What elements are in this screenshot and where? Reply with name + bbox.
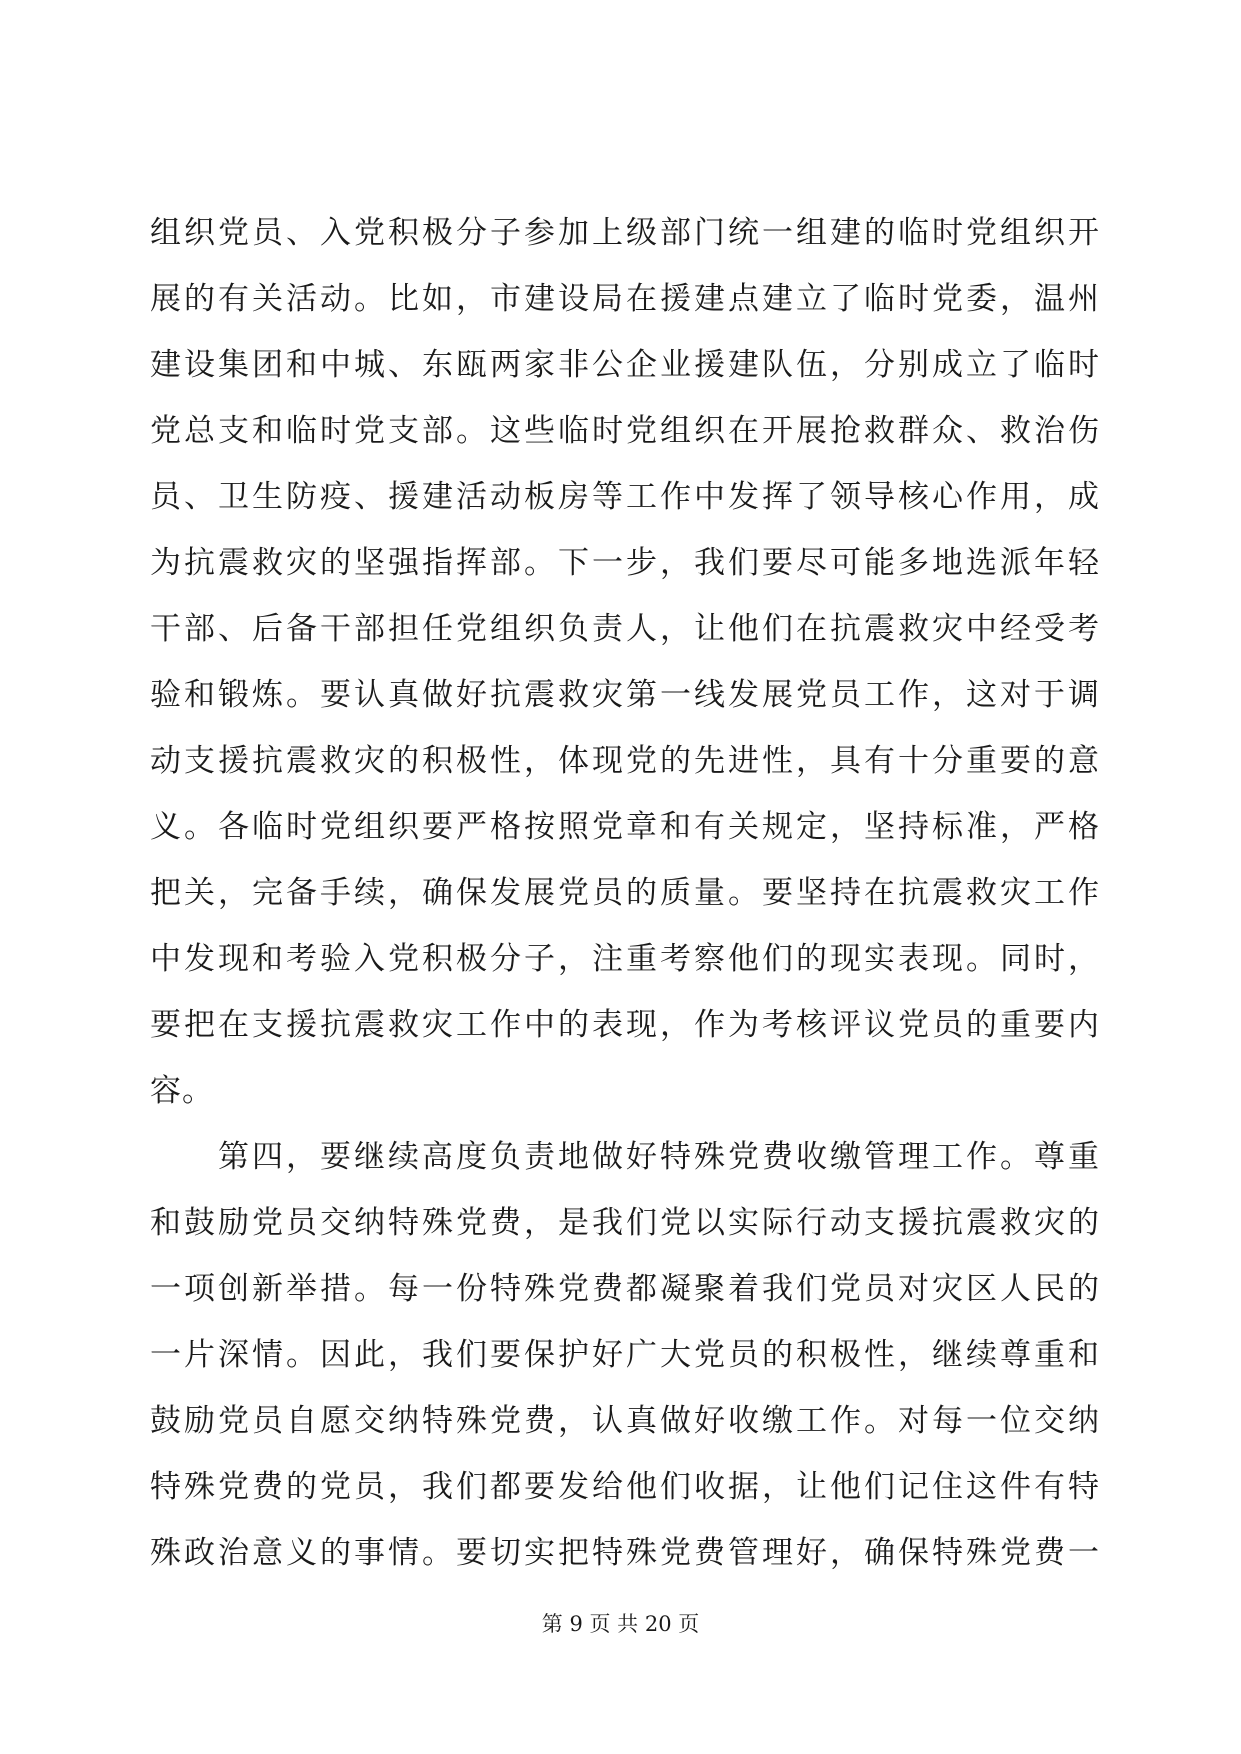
text-line: 一项创新举措。每一份特殊党费都凝聚着我们党员对灾区人民的	[150, 1271, 1100, 1307]
text-line: 中发现和考验入党积极分子，注重考察他们的现实表现。同时，	[150, 941, 1100, 977]
paragraph-start-line: 第四，要继续高度负责地做好特殊党费收缴管理工作。尊重	[150, 1139, 1100, 1175]
text-line: 和鼓励党员交纳特殊党费，是我们党以实际行动支援抗震救灾的	[150, 1205, 1100, 1241]
text-line: 特殊党费的党员，我们都要发给他们收据，让他们记住这件有特	[150, 1469, 1100, 1505]
text-line: 组织党员、入党积极分子参加上级部门统一组建的临时党组织开	[150, 215, 1100, 251]
text-line: 动支援抗震救灾的积极性，体现党的先进性，具有十分重要的意	[150, 743, 1100, 779]
text-line: 员、卫生防疫、援建活动板房等工作中发挥了领导核心作用，成	[150, 479, 1100, 515]
text-line: 要把在支援抗震救灾工作中的表现，作为考核评议党员的重要内	[150, 1007, 1100, 1043]
text-line: 建设集团和中城、东瓯两家非公企业援建队伍，分别成立了临时	[150, 347, 1100, 383]
page-footer: 第 9 页 共 20 页	[541, 1612, 700, 1636]
text-line: 把关，完备手续，确保发展党员的质量。要坚持在抗震救灾工作	[150, 875, 1100, 911]
text-line: 党总支和临时党支部。这些临时党组织在开展抢救群众、救治伤	[150, 413, 1100, 449]
text-line: 容。	[150, 1073, 214, 1109]
body-text	[150, 200, 1100, 1586]
text-line: 为抗震救灾的坚强指挥部。下一步，我们要尽可能多地选派年轻	[150, 545, 1100, 581]
text-line: 义。各临时党组织要严格按照党章和有关规定，坚持标准，严格	[150, 809, 1100, 845]
text-line: 展的有关活动。比如，市建设局在援建点建立了临时党委，温州	[150, 281, 1100, 317]
text-line: 一片深情。因此，我们要保护好广大党员的积极性，继续尊重和	[150, 1337, 1100, 1373]
text-line: 验和锻炼。要认真做好抗震救灾第一线发展党员工作，这对于调	[150, 677, 1100, 713]
text-line: 干部、后备干部担任党组织负责人，让他们在抗震救灾中经受考	[150, 611, 1100, 647]
text-line: 殊政治意义的事情。要切实把特殊党费管理好，确保特殊党费一	[150, 1535, 1100, 1571]
text-line: 鼓励党员自愿交纳特殊党费，认真做好收缴工作。对每一位交纳	[150, 1403, 1100, 1439]
